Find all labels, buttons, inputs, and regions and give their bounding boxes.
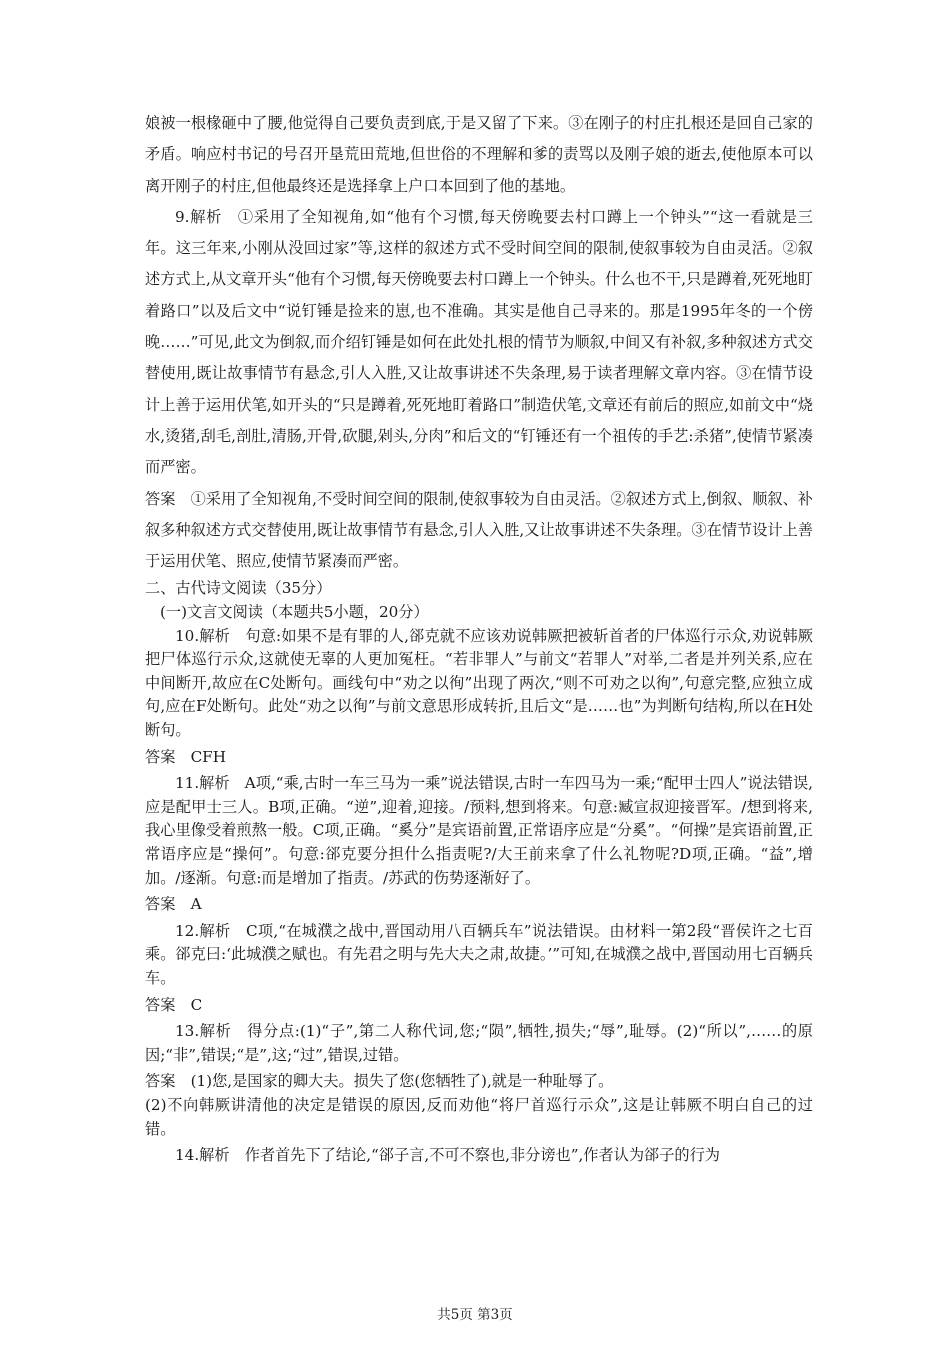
paragraph-q9-analysis: 9.解析 ①采用了全知视角,如“他有个习惯,每天傍晚要去村口蹲上一个钟头”“这一看就是三年。这三年来,小刚从没回过家”等,这样的叙述方式不受时间空间的限制,使叙事较为自由灵活。②叙述方式上,从文章开头“他有个习惯,每天傍晚要去村口蹲上一个钟头。什么也不干,只是蹲着,死死地盯着路口”以及后文中“说钉锤是捡来的崽,也不准确。其实是他自己寻来的。那是1995年冬的一个傍晚……”可见,此文为倒叙,而介绍钉锤是如何在此处扎根的情节为顺叙,中间又有补叙,多种叙述方式交替使用,既让故事情节有悬念,引人入胜,又让故事讲述不失条理,易于读者理解文章内容。③在情节设计上善于运用伏笔,如开头的“只是蹲着,死死地盯着路口”制造伏笔,文章还有前后的照应,如前文中“烧水,烫猪,刮毛,剖肚,清肠,开骨,砍腿,剁头,分肉”和后文的“钉锤还有一个祖传的手艺:杀猪”,使情节紧凑而严密。 — [145, 207, 813, 477]
subsection-heading-classical-chinese: (一)文言文阅读（本题共5小题，20分） — [160, 603, 429, 622]
paragraph-story-continuation: 娘被一根椽砸中了腰,他觉得自己要负责到底,于是又留了下来。③在刚子的村庄扎根还是回自己家的矛盾。响应村书记的号召开垦荒田荒地,但世俗的不理解和爹的责骂以及刚子娘的逝去,使他原本可以离开刚子的村庄,但他最终还是选择拿上户口本回到了他的基地。 — [145, 114, 813, 195]
paragraph-q10-analysis: 10.解析 句意:如果不是有罪的人,郤克就不应该劝说韩厥把被斩首者的尸体巡行示众,劝说韩厥把尸体巡行示众,这就使无辜的人更加冤枉。“若非罪人”与前文“若罪人”对举,二者是并列关系,应在中间断开,故应在C处断句。画线句中“劝之以徇”出现了两次,“则不可劝之以徇”,句意完整,应独立成句,应在F处断句。此处“劝之以徇”与前文意思形成转折,且后文“是……也”为判断句结构,所以在H处断句。 — [145, 626, 813, 740]
page-footer: 共5页 第3页 — [437, 1307, 513, 1323]
document-body — [145, 108, 813, 1168]
paragraph-q13-analysis: 13.解析 得分点:(1)“子”,第二人称代词,您;“陨”,牺牲,损失;“辱”,耻辱。(2)“所以”,……的原因;“非”,错误;“是”,这;“过”,错误,过错。 — [145, 1022, 813, 1064]
paragraph-q11-analysis: 11.解析 A项,“乘,古时一车三马为一乘”说法错误,古时一车四马为一乘;“配甲士四人”说法错误,应是配甲士三人。B项,正确。“逆”,迎着,迎接。/预料,想到将来。句意:臧宣叔迎接晋军。/想到将来,我心里像受着煎熬一般。C项,正确。“奚分”是宾语前置,正常语序应是“分奚”。“何操”是宾语前置,正常语序应是“操何”。句意:郤克要分担什么指责呢?/大王前来拿了什么礼物呢?D项,正确。“益”,增加。/逐渐。句意:而是增加了指责。/苏武的伤势逐渐好了。 — [145, 774, 813, 887]
paragraph-q12-analysis: 12.解析 C项,“在城濮之战中,晋国动用八百辆兵车”说法错误。由材料一第2段“晋侯许之七百乘。郤克曰:‘此城濮之赋也。有先君之明与先大夫之肃,故捷。’”可知,在城濮之战中,晋国动用七百辆兵车。 — [145, 921, 813, 987]
paragraph-q12-answer: 答案 C — [145, 995, 203, 1014]
paragraph-q9-answer: 答案 ①采用了全知视角,不受时间空间的限制,使叙事较为自由灵活。②叙述方式上,倒叙、顺叙、补叙多种叙述方式交替使用,既让故事情节有悬念,引人入胜,又让故事讲述不失条理。③在情节设计上善于运用伏笔、照应,使情节紧凑而严密。 — [145, 489, 813, 571]
paragraph-q13-answer-2: (2)不向韩厥讲清他的决定是错误的原因,反而劝他“将尸首巡行示众”,这是让韩厥不明白自己的过错。 — [145, 1095, 813, 1138]
paragraph-q13-answer-1: 答案 (1)您,是国家的卿大夫。损失了您(您牺牲了),就是一种耻辱了。 — [145, 1072, 614, 1091]
section-heading-ancient-poetry: 二、古代诗文阅读（35分） — [145, 579, 332, 598]
paragraph-q10-answer: 答案 CFH — [145, 747, 226, 766]
paragraph-q14-analysis: 14.解析 作者首先下了结论,“郤子言,不可不察也,非分谤也”,作者认为郤子的行为 — [175, 1146, 720, 1165]
paragraph-q11-answer: 答案 A — [145, 895, 202, 914]
